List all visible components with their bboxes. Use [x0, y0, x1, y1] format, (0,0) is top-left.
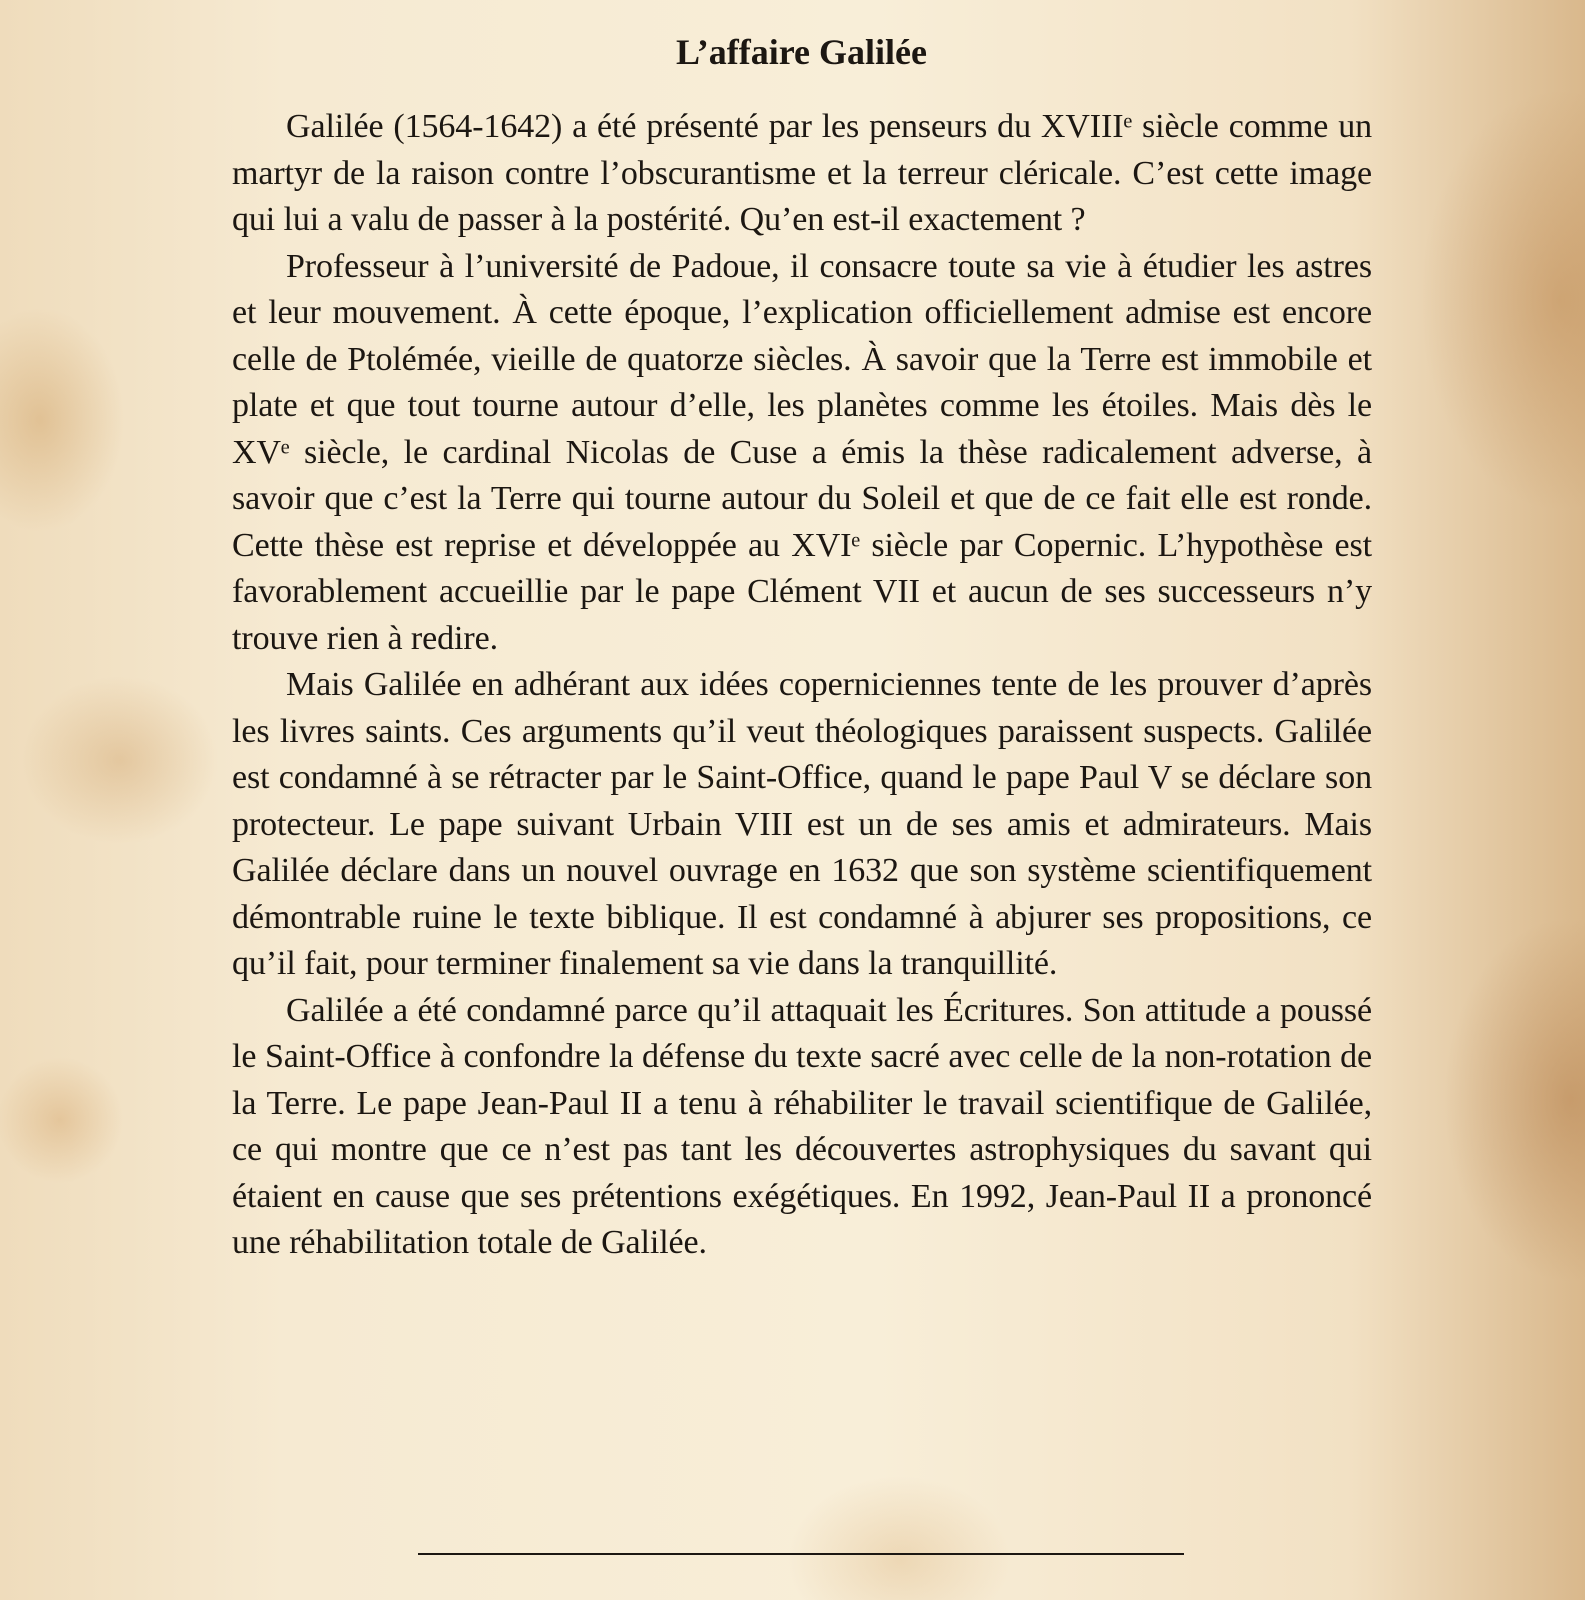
section-divider	[418, 1553, 1184, 1555]
paragraph-2: Professeur à l’université de Padoue, il consacre toute sa vie à étudier les astres et leur mouvement. À cette époque, l’explication officiellement admise est encore celle de Ptolémée, vieille de quatorze siècles. À savoir que la Terre est immobile et plate et que tout tourne autour d’elle, les planètes comme les étoiles. Mais dès le XVᵉ siècle, le cardinal Nicolas de Cuse a émis la thèse radicalement adverse, à savoir que c’est la Terre qui tourne autour du Soleil et que de ce fait elle est ronde. Cette thèse est reprise et développée au XVIᵉ siècle par Copernic. L’hypothèse est favorablement accueillie par le pape Clément VII et aucun de ses successeurs n’y trouve rien à redire.	[232, 247, 1372, 657]
paragraph-1: Galilée (1564-1642) a été présenté par les penseurs du XVIIIᵉ siècle comme un martyr de la raison contre l’obscurantisme et la terreur cléricale. C’est cette image qui lui a valu de passer à la postérité. Qu’en est-il exactement ?	[232, 108, 1372, 238]
body-text	[232, 104, 1372, 1267]
paragraph-3: Mais Galilée en adhérant aux idées coperniciennes tente de les prouver d’après les livres saints. Ces arguments qu’il veut théologiques paraissent suspects. Galilée est condamné à se rétracter par le Saint-Office, quand le pape Paul V se déclare son protecteur. Le pape suivant Urbain VIII est un de ses amis et admirateurs. Mais Galilée déclare dans un nouvel ouvrage en 1632 que son système scientifiquement démontrable ruine le texte biblique. Il est condamné à abjurer ses propositions, ce qu’il fait, pour terminer finalement sa vie dans la tranquillité.	[232, 666, 1372, 982]
paragraph-4: Galilée a été condamné parce qu’il attaquait les Écritures. Son attitude a poussé le Saint-Office à confondre la défense du texte sacré avec celle de la non-rotation de la Terre. Le pape Jean-Paul II a tenu à réhabiliter le travail scientifique de Galilée, ce qui montre que ce n’est pas tant les découvertes astrophysiques du savant qui étaient en cause que ses prétentions exégétiques. En 1992, Jean-Paul II a prononcé une réhabilitation totale de Galilée.	[232, 991, 1372, 1261]
page-title: L’affaire Galilée	[676, 32, 927, 72]
